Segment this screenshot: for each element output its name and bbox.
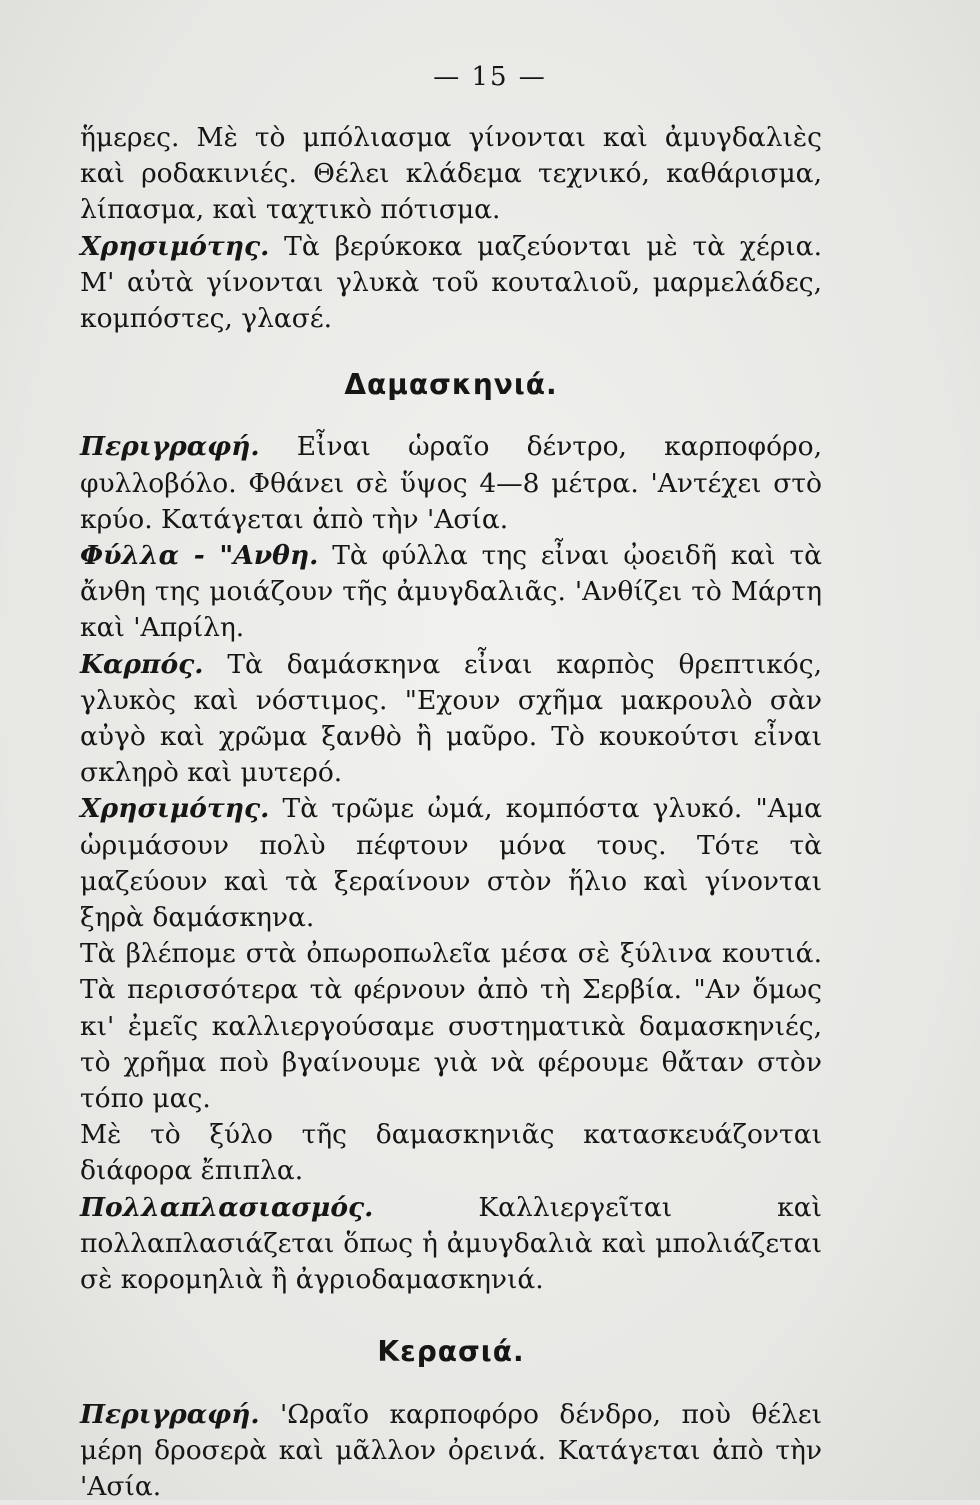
paragraph-text: ἥμερες. Μὲ τὸ μπόλιασμα γίνονται καὶ ἀμυγδαλιὲς καὶ ροδακινιές. Θέλει κλάδεμα τεχνικό, καθάρισμα, λίπασμα, καὶ ταχτικὸ πότισμα. bbox=[80, 122, 822, 225]
section-lead: Χρησιμότης. bbox=[80, 793, 269, 824]
paragraph bbox=[80, 538, 822, 647]
page-number: — 15 — bbox=[0, 62, 980, 92]
section-lead: Φύλλα - "Ανθη. bbox=[80, 540, 318, 571]
paragraph-text: 'Ωραῖο καρποφόρο δένδρο, ποὺ θέλει μέρη δροσερὰ καὶ μᾶλλον ὀρεινά. Κατάγεται ἀπὸ τὴν 'Ασία. bbox=[80, 1399, 822, 1502]
section-lead: Πολλαπλασιασμός. bbox=[80, 1192, 373, 1223]
section-heading: Κερασιά. bbox=[80, 1334, 822, 1370]
paragraph-text: Μὲ τὸ ξύλο τῆς δαμασκηνιᾶς κατασκευάζονται διάφορα ἔπιπλα. bbox=[80, 1119, 822, 1186]
paragraph bbox=[80, 647, 822, 792]
section-heading: Δαμασκηνιά. bbox=[80, 367, 822, 403]
paragraph-text: Καλλιεργεῖται καὶ πολλαπλασιάζεται ὅπως ἡ ἀμυγδαλιὰ καὶ μπολιάζεται σὲ κορομηλιὰ ἢ ἀγριοδαμασκηνιά. bbox=[80, 1192, 822, 1295]
section-lead: Περιγραφή. bbox=[80, 431, 260, 462]
paragraph bbox=[80, 791, 822, 936]
paragraph-text: Εἶναι ὡραῖο δέντρο, καρποφόρο, φυλλοβόλο. Φθάνει σὲ ὕψος 4—8 μέτρα. 'Αντέχει στὸ κρύο. Κατάγεται ἀπὸ τὴν 'Ασία. bbox=[80, 431, 822, 534]
paragraph bbox=[80, 120, 822, 229]
section-lead: Καρπός. bbox=[80, 649, 203, 680]
section-lead: Περιγραφή. bbox=[80, 1399, 260, 1430]
paragraph-text: Τὰ δαμάσκηνα εἶναι καρπὸς θρεπτικός, γλυκὸς καὶ νόστιμος. "Εχουν σχῆμα μακρουλὸ σὰν αὐγὸ καὶ χρῶμα ξανθὸ ἢ μαῦρο. Τὸ κουκούτσι εἶναι σκληρὸ καὶ μυτερό. bbox=[80, 649, 822, 789]
paragraph-text: Τὰ βερύκοκα μαζεύονται μὲ τὰ χέρια. Μ' αὐτὰ γίνονται γλυκὰ τοῦ κουταλιοῦ, μαρμελάδες, κομπόστες, γλασέ. bbox=[80, 231, 822, 334]
paragraph-text: Τὰ φύλλα της εἶναι ᾠοειδῆ καὶ τὰ ἄνθη της μοιάζουν τῆς ἀμυγδαλιᾶς. 'Ανθίζει τὸ Μάρτη καὶ 'Απρίλη. bbox=[80, 540, 822, 643]
paragraph bbox=[80, 1397, 822, 1505]
paragraph bbox=[80, 229, 822, 338]
paragraph-text: Τὰ τρῶμε ὠμά, κομπόστα γλυκό. "Αμα ὡριμάσουν πολὺ πέφτουν μόνα τους. Τότε τὰ μαζεύουν καὶ τὰ ξεραίνουν στὸν ἥλιο καὶ γίνονται ξηρὰ δαμάσκηνα. bbox=[80, 793, 822, 933]
body-text bbox=[80, 120, 822, 1505]
paragraph bbox=[80, 1117, 822, 1189]
paragraph bbox=[80, 936, 822, 1117]
paragraph bbox=[80, 1190, 822, 1299]
paragraph-text: Τὰ βλέπομε στὰ ὀπωροπωλεῖα μέσα σὲ ξύλινα κουτιά. Τὰ περισσότερα τὰ φέρνουν ἀπὸ τὴ Σερβία. "Αν ὅμως κι' ἐμεῖς καλλιεργούσαμε συστηματικὰ δαμασκηνιές, τὸ χρῆμα ποὺ βγαίνουμε γιὰ νὰ φέρουμε θἄταν στὸν τόπο μας. bbox=[80, 938, 822, 1114]
paragraph bbox=[80, 429, 822, 538]
section-lead: Χρησιμότης. bbox=[80, 231, 269, 262]
